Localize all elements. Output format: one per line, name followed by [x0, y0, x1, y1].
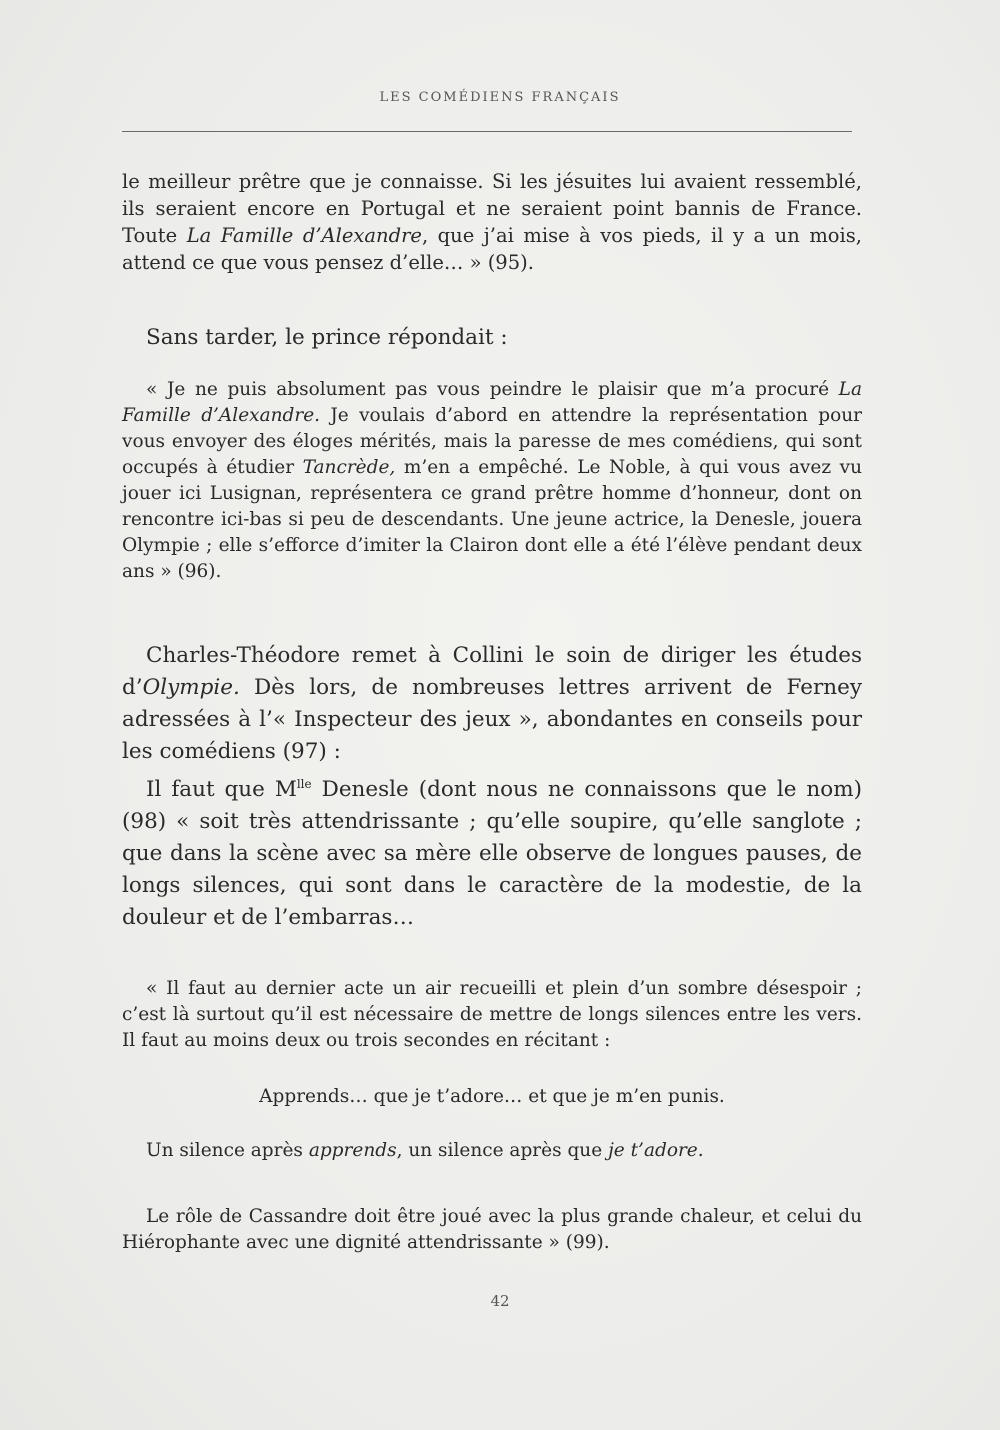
paragraph-3-quote: [122, 377, 862, 585]
p3-text-open: « Je ne puis absolument pas vous peindre le plaisir que m’a procuré: [146, 379, 839, 400]
p3-text-close: m’en a empêché. Le Noble, à qui vous avez vu jouer ici Lusignan, représentera ce grand prêtre homme d’honneur, dont on rencontre ici-bas si peu de descendants. Une jeune actrice, la Denesle, jouera Olympie ; elle s’efforce d’imiter la Clairon dont elle a été l’élève pendant deux ans » (96).: [122, 457, 862, 582]
p4-text-end: Dès lors, de nombreuses lettres arrivent de Ferney adressées à l’« Inspecteur des jeux », abondantes en conseils pour les comédiens (97) :: [122, 675, 862, 764]
verse-text: Apprends… que je t’adore… et que je m’en punis.: [259, 1086, 725, 1107]
p8-text: Le rôle de Cassandre doit être joué avec la plus grande chaleur, et celui du Hiérophante avec une dignité attendrissante » (99).: [122, 1206, 862, 1253]
p5-text-start: Il faut que M: [146, 777, 297, 803]
p1-text-start: le meilleur prêtre que je connaisse. Si les jésuites lui avaient ressemblé, ils seraient encore en Portugal et ne seraient point bannis de France. Toute: [122, 170, 862, 247]
paragraph-5: [122, 768, 862, 934]
page-number: 42: [490, 1292, 510, 1310]
p1-italic-title: La Famille d’Alexandre: [186, 224, 422, 247]
p2-text: Sans tarder, le prince répondait :: [146, 325, 508, 350]
p3-italic-title: La Famille d’Alexandre.: [122, 379, 862, 426]
p3-text-mid: Je voulais d’abord en attendre la représentation pour vous envoyer des éloges mérités, mais la paresse de mes comédiens, qui sont occupés à étudier: [122, 405, 862, 478]
p7-italic-2: je t’adore.: [608, 1140, 704, 1161]
running-head: LES COMÉDIENS FRANÇAIS: [379, 90, 621, 105]
paragraph-6-quote: [122, 976, 862, 1054]
p7-text-start: Un silence après: [146, 1140, 309, 1161]
paragraph-2: [122, 322, 862, 354]
verse-line: [122, 1084, 862, 1110]
p6-text: « Il faut au dernier acte un air recueilli et plein d’un sombre désespoir ; c’est là surtout qu’il est nécessaire de mettre de longs silences entre les vers. Il faut au moins deux ou trois secondes en récitant :: [122, 978, 862, 1051]
p5-text-end: Denesle (dont nous ne connaissons que le nom) (98) « soit très attendrissante ; qu’elle soupire, qu’elle sanglote ; que dans la scène avec sa mère elle observe de longues pauses, de longs silences, qui sont dans le caractère de la modestie, de la douleur et de l’embarras…: [122, 777, 862, 931]
p7-text-mid: , un silence après que: [396, 1140, 609, 1161]
p7-italic-1: apprends: [308, 1140, 397, 1161]
paragraph-1: [122, 168, 862, 276]
p4-italic-play: Olympie.: [142, 675, 240, 700]
paragraph-8: [122, 1204, 862, 1256]
p4-text-start: Charles-Théodore remet à Collini le soin de diriger les études d’: [122, 643, 862, 700]
paragraph-4: [122, 640, 862, 768]
p1-text-end: , que j’ai mise à vos pieds, il y a un mois, attend ce que vous pensez d’elle… » (95).: [122, 224, 862, 274]
p3-italic-play: Tancrède,: [302, 457, 396, 478]
header-rule: [122, 131, 852, 132]
paragraph-7: [122, 1138, 862, 1164]
p5-superscript: lle: [296, 777, 312, 791]
